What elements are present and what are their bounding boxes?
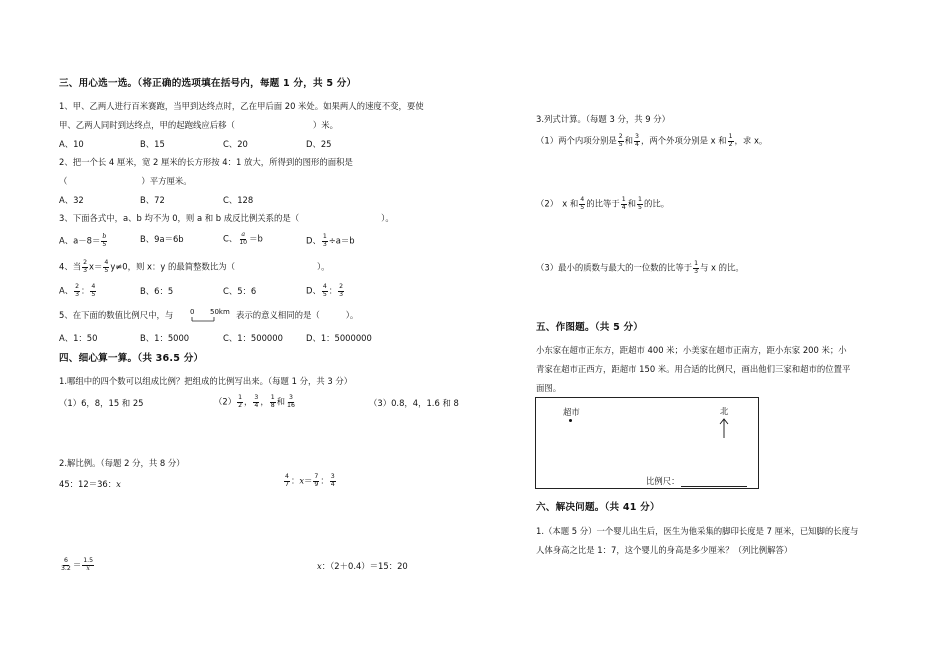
fraction-denominator: 5 (91, 290, 96, 298)
scale-answer-line[interactable] (681, 478, 747, 487)
fraction (237, 395, 243, 409)
fraction-denominator: 2 (728, 140, 733, 148)
q3-option-a-fraction (101, 234, 107, 248)
fraction-denominator: 4 (621, 203, 626, 211)
q3-option-c (223, 232, 263, 246)
market-dot (569, 419, 572, 422)
fraction-numerator: 6 (63, 557, 68, 564)
fraction-denominator: 4 (330, 480, 335, 488)
fraction-denominator: 9 (314, 480, 319, 488)
q4-option-a-fraction-1 (74, 284, 80, 298)
scale-label: 比例尺： (646, 476, 680, 486)
q2-stem-end: ）平方厘米。 (141, 176, 192, 186)
fraction (621, 197, 627, 211)
variable-x: x (116, 479, 121, 489)
fraction-denominator: 3.2 (61, 564, 71, 572)
fraction (579, 197, 585, 211)
q3-option-a (59, 234, 108, 248)
fraction-denominator: 5 (322, 290, 327, 298)
fraction (693, 261, 699, 275)
item-text: （1）两个内项分别是 (536, 135, 617, 146)
fraction-numerator: 4 (285, 473, 289, 480)
q3-stem-text: 3、下面各式中，a、b 均不为 0，则 a 和 b 成反比例关系的是（ (59, 213, 300, 223)
item-text: 的比。 (643, 198, 670, 209)
part2-title: 2.解比例。（每题 2 分，共 8 分） (59, 458, 185, 468)
q4-option-a-label: A、 (59, 285, 74, 296)
q5-stem-post (236, 310, 358, 321)
fraction (82, 558, 94, 572)
q5-scale-ruler (186, 308, 230, 323)
fraction-numerator: b (102, 233, 107, 240)
colon: ： (290, 475, 300, 486)
section5-title: 五、作图题。（共 5 分） (536, 322, 644, 333)
section5-line2: 青家在超市正西方，距超市 150 米。用合适的比例尺，画出他们三家和超市的位置平 (536, 364, 851, 374)
variable-x: x (317, 561, 322, 571)
fraction-denominator: 5 (102, 240, 107, 248)
q4-option-d-label: D、 (306, 285, 321, 296)
fraction-denominator: 16 (287, 401, 295, 409)
part3-item-2 (536, 197, 669, 211)
equals: ＝ (72, 559, 82, 570)
part1-item-3: （3）0.8，4，1.6 和 8 (369, 398, 459, 408)
fraction-numerator: 1 (270, 394, 275, 401)
fraction-numerator: 3 (330, 473, 335, 480)
section6-title: 六、解决问题。（共 41 分） (536, 502, 660, 513)
q1-stem-end: ）米。 (312, 120, 338, 130)
fraction-numerator: 4 (104, 259, 109, 266)
fraction-denominator: 8 (270, 401, 275, 409)
q3-option-d-label: D、 (306, 235, 321, 246)
ruler-line (186, 308, 222, 323)
fraction-denominator: 5 (104, 266, 109, 274)
fraction-denominator: 5 (580, 203, 585, 211)
section6-q1-line1: 1.（本题 5 分）一个婴儿出生后，医生为他采集的脚印长度是 7 厘米，已知脚的长度与 (536, 526, 859, 536)
fraction-denominator: 3 (339, 290, 344, 298)
fraction (60, 558, 72, 572)
section6-q1-line2: 人体身高之比是 1：7，这个婴儿的身高是多少厘米？（列比例解答） (536, 545, 793, 555)
ruler-distance-label: 50km (210, 308, 230, 316)
section5-line3: 面图。 (536, 383, 562, 393)
fraction-numerator: 2 (618, 133, 623, 140)
fraction-denominator: 2 (238, 401, 243, 409)
fraction-numerator: 1 (322, 233, 327, 240)
q4-fraction-1 (82, 260, 88, 274)
fraction-denominator: 3 (322, 240, 327, 248)
item-label: （2） (214, 396, 237, 407)
part3-title: 3.列式计算。（每题 3 分，共 9 分） (536, 114, 670, 124)
fraction (330, 474, 336, 488)
item-text: 的比等于 (586, 198, 620, 209)
q3-stem-end: ）。 (381, 213, 394, 223)
equation-2 (283, 474, 337, 488)
q2-line2 (59, 176, 192, 187)
q1-stem: 甲、乙两人同时到达终点，甲的起跑线应后移（ (59, 120, 235, 130)
q3-option-c-fraction (238, 232, 248, 246)
q4-option-d-colon: ： (328, 285, 338, 296)
market-label: 超市 (563, 407, 580, 417)
ruler-zero-label: 0 (190, 308, 195, 316)
fraction-denominator: 5 (618, 140, 623, 148)
q2-stem: （ (59, 176, 68, 186)
q2-option-c: C、128 (223, 195, 254, 205)
drawing-area[interactable] (535, 397, 759, 489)
q4-option-b: B、6：5 (140, 286, 174, 296)
q4-text-1: 4、当 (59, 261, 82, 272)
conjunction: 和 (276, 396, 286, 407)
part1-title: 1.哪组中的四个数可以组成比例？把组成的比例写出来。（每题 1 分，共 3 分） (59, 376, 353, 386)
fraction-numerator: 3 (289, 394, 293, 401)
scale-field (646, 476, 747, 487)
q3-option-c-text: ＝b (249, 233, 263, 244)
fraction (284, 474, 290, 488)
section3-title: 三、用心选一选。（将正确的选项填在括号内，每题 1 分，共 5 分） (59, 78, 357, 89)
fraction-numerator: 3 (254, 394, 259, 401)
q5-option-b: B、1：5000 (140, 333, 190, 343)
q5-option-d: D、1：5000000 (306, 333, 372, 343)
q4-option-a-fraction-2 (90, 284, 96, 298)
q4-stem (59, 260, 330, 274)
part3-item-3 (536, 261, 744, 275)
colon: ： (320, 475, 329, 486)
fraction-numerator: a (241, 231, 246, 238)
item-text: ，两个外项分别是 x 和 (640, 135, 727, 146)
fraction-numerator: 1 (694, 260, 699, 267)
q5-option-c: C、1：500000 (223, 333, 283, 343)
equation-3 (59, 558, 95, 572)
fraction-numerator: 1 (621, 196, 626, 203)
item-text: 和 (624, 135, 634, 146)
q3-option-d (306, 234, 355, 248)
fraction (286, 395, 296, 409)
fraction-denominator: 3 (694, 267, 699, 275)
item-text: ，求 x。 (734, 135, 768, 146)
q4-text-2: x＝ (89, 261, 103, 272)
q4-option-d-fraction-2 (338, 284, 344, 298)
q4-option-d (306, 284, 345, 298)
q4-text-4: ）。 (316, 261, 330, 272)
fraction-numerator: 7 (314, 473, 319, 480)
fraction-numerator: 4 (91, 283, 96, 290)
equals: ＝ (304, 475, 313, 486)
fraction-denominator: 3 (83, 266, 88, 274)
q4-option-a (59, 284, 97, 298)
q2-line1: 2、把一个长 4 厘米，宽 2 厘米的长方形按 4：1 放大，所得到的图形的面积是 (59, 157, 353, 167)
fraction-denominator: x (86, 564, 90, 572)
variable-x: x (299, 475, 305, 486)
equation-text: 45：12＝36： (59, 479, 117, 489)
fraction-denominator: 4 (254, 401, 259, 409)
q2-option-b: B、72 (140, 195, 165, 205)
fraction-denominator: 10 (239, 238, 248, 246)
fraction-numerator: 3 (635, 133, 639, 140)
item-text: （3）最小的质数与最大的一位数的比等于 (536, 262, 693, 273)
fraction-numerator: 1 (238, 394, 243, 401)
fraction (637, 197, 643, 211)
equation-text: ：（2＋0.4）＝15：20 (321, 561, 408, 571)
fraction-denominator: 3 (75, 290, 80, 298)
q4-fraction-2 (103, 260, 109, 274)
section4-title: 四、细心算一算。（共 36.5 分） (59, 353, 204, 364)
fraction (270, 395, 276, 409)
q4-text-3: y≠0，则 x：y 的最简整数比为（ (110, 261, 235, 272)
q4-option-c: C、5：6 (223, 286, 257, 296)
q1-option-b: B、15 (140, 139, 165, 149)
fraction (253, 395, 259, 409)
q1-option-d: D、25 (306, 139, 332, 149)
part1-item-1: （1）6，8，15 和 25 (59, 398, 144, 408)
q4-option-a-colon: ： (81, 285, 90, 296)
separator: ， (244, 396, 253, 407)
q4-option-d-fraction-1 (322, 284, 328, 298)
q1-line2 (59, 120, 338, 131)
fraction (634, 134, 640, 148)
section5-line1: 小东家在超市正东方，距超市 400 米；小美家在超市正南方，距小东家 200 米；小 (536, 345, 847, 355)
part1-item-2 (214, 395, 297, 409)
north-arrow-icon (718, 417, 730, 439)
item-text: （2） x 和 (536, 198, 579, 209)
equation-4 (317, 561, 408, 572)
item-text: 与 x 的比。 (700, 262, 744, 273)
q1-option-a: A、10 (59, 139, 84, 149)
q5-stem-text: 表示的意义相同的是（ (236, 310, 320, 320)
fraction-numerator: 4 (580, 196, 585, 203)
q1-line1: 1、甲、乙两人进行百米赛跑，当甲到达终点时，乙在甲后面 20 米处。如果两人的速度不变，要使 (59, 101, 424, 111)
fraction-numerator: 4 (322, 283, 327, 290)
q3-option-c-label: C、 (223, 233, 238, 244)
fraction-numerator: 1.5 (83, 557, 94, 564)
item-text: 和 (627, 198, 637, 209)
fraction-denominator: 7 (285, 480, 289, 488)
fraction (313, 474, 319, 488)
q3-stem (59, 213, 394, 224)
part3-item-1 (536, 134, 767, 148)
q5-stem-end: ）。 (345, 310, 359, 320)
fraction-numerator: 2 (83, 259, 88, 266)
q5-stem-pre: 5、在下面的数值比例尺中，与 (59, 310, 174, 320)
q3-option-d-fraction (322, 234, 328, 248)
q1-option-c: C、20 (223, 139, 248, 149)
equation-1 (59, 479, 121, 490)
fraction-numerator: 1 (728, 133, 733, 140)
fraction-numerator: 2 (75, 283, 80, 290)
fraction (728, 134, 734, 148)
q2-option-a: A、32 (59, 195, 84, 205)
q3-option-a-text: A、a－8＝ (59, 235, 101, 246)
north-label: 北 (720, 406, 729, 416)
fraction (618, 134, 624, 148)
q3-option-d-text: ÷a＝b (328, 235, 355, 246)
fraction-numerator: 2 (339, 283, 344, 290)
q5-option-a: A、1：50 (59, 333, 98, 343)
fraction-denominator: 4 (635, 140, 639, 148)
fraction-denominator: 5 (638, 203, 642, 211)
q3-option-b: B、9a＝6b (140, 234, 184, 244)
separator: ， (260, 396, 269, 407)
fraction-numerator: 1 (638, 196, 642, 203)
